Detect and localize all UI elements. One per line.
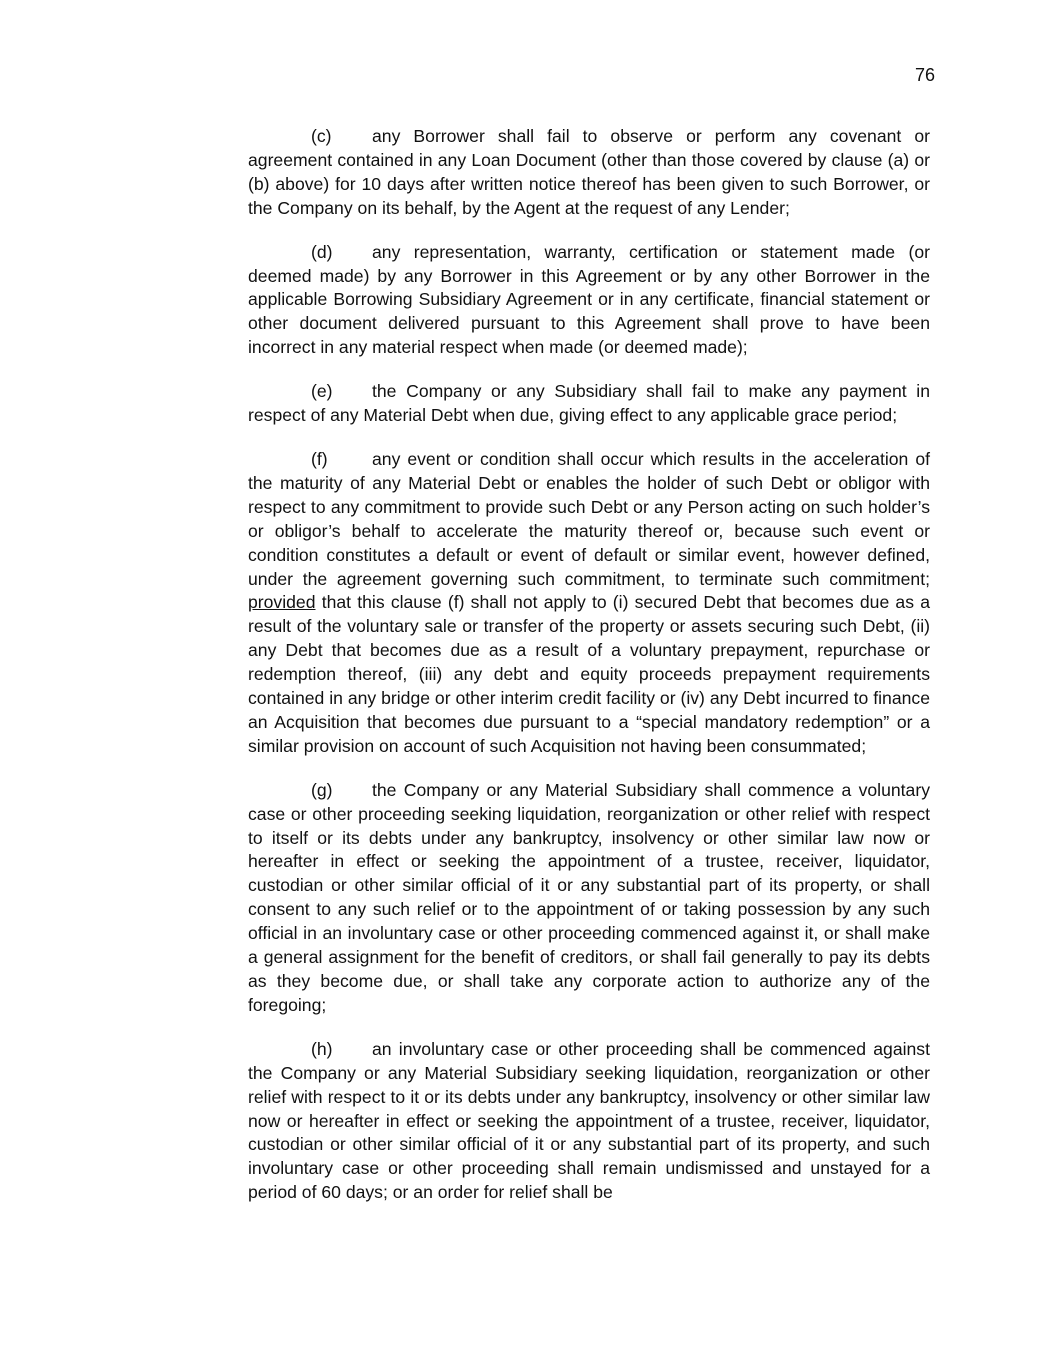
clause-text: any Borrower shall fail to observe or perform any covenant or agreement contained in any Loan Document (other than those covered by clause (a) or (b) above) for 10 days after written notice thereof has been given to such Borrower, or the Company on its behalf, by the Agent at the request of any Lender; [248, 126, 930, 218]
clause-label: (d) [311, 241, 333, 262]
clause-label: (f) [311, 448, 328, 469]
page-number: 76 [914, 65, 935, 85]
clause-text-before: any event or condition shall occur which results in the acceleration of the maturity of any Material Debt or enables the holder of such Debt or obligor with respect to any commitment to provide such Debt or any Person acting on such holder’s or obligor’s behalf to accelerate the maturity thereof or, because such event or condition constitutes a default or event of default or similar event, however defined, under the agreement governing such commitment, to terminate such commitment; [248, 448, 930, 589]
provided-underlined-term: provided [248, 592, 316, 613]
clause-label: (h) [311, 1038, 333, 1059]
clause-label: (g) [311, 779, 333, 800]
clause-label: (e) [311, 381, 333, 402]
clause-h [248, 1038, 930, 1205]
clause-d [248, 241, 930, 361]
clause-f [248, 448, 930, 759]
clause-text-after: that this clause (f) shall not apply to (i) secured Debt that becomes due as a result of the voluntary sale or transfer of the property or assets securing such Debt, (ii) any Debt that becomes due as a result of a voluntary prepayment, repurchase or redemption thereof, (iii) any debt and equity proceeds prepayment requirements contained in any bridge or other interim credit facility or (iv) any Debt incurred to finance an Acquisition that becomes due pursuant to a “special mandatory redemption” or a similar provision on account of such Acquisition not having been consummated; [248, 592, 930, 756]
clause-label: (c) [311, 126, 332, 146]
clause-text: an involuntary case or other proceeding shall be commenced against the Company or any Material Subsidiary seeking liquidation, reorganization or other relief with respect to it or its debts under any bankruptcy, insolvency or other similar law now or hereafter in effect or seeking the appointment of a trustee, receiver, liquidator, custodian or other similar official of it or any substantial part of its property, and such involuntary case or other proceeding shall remain undismissed and unstayed for a period of 60 days; or an order for relief shall be [248, 1038, 930, 1203]
clause-c [248, 125, 930, 221]
clause-text: the Company or any Material Subsidiary shall commence a voluntary case or other proceeding seeking liquidation, reorganization or other relief with respect to itself or its debts under any bankruptcy, insolvency or other similar law now or hereafter in effect or seeking the appointment of a trustee, receiver, liquidator, custodian or other similar official of it or any substantial part of its property, or shall consent to any such relief or to the appointment of or taking possession by any such official in an involuntary case or other proceeding commenced against it, or shall make a general assignment for the benefit of creditors, or shall fail generally to pay its debts as they become due, or shall take any corporate action to authorize any of the foregoing; [248, 779, 930, 1015]
clause-text: any representation, warranty, certification or statement made (or deemed made) by any Borrower in this Agreement or by any other Borrower in the applicable Borrowing Subsidiary Agreement or in any certificate, financial statement or other document delivered pursuant to this Agreement shall prove to have been incorrect in any material respect when made (or deemed made); [248, 241, 930, 358]
clause-text: the Company or any Subsidiary shall fail to make any payment in respect of any Material Debt when due, giving effect to any applicable grace period; [248, 381, 930, 426]
clause-g [248, 779, 930, 1018]
document-body [248, 125, 930, 1205]
clause-e [248, 380, 930, 428]
